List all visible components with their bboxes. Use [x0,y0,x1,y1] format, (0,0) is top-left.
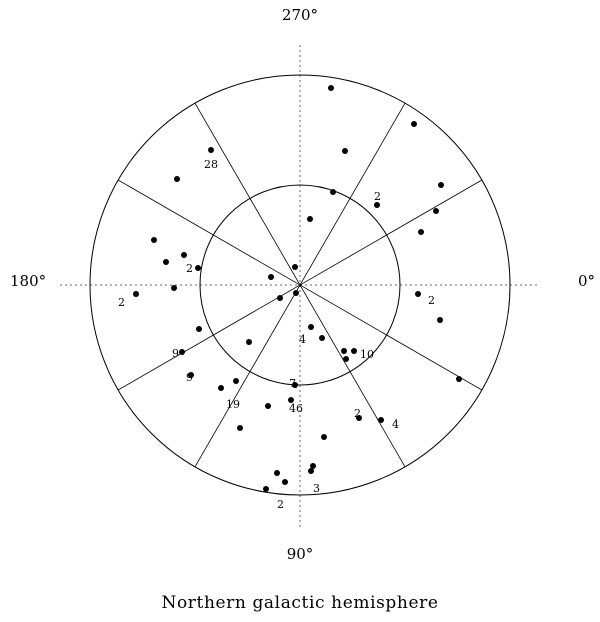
data-point [196,326,202,332]
point-count-label: 7 [289,377,296,390]
point-count-label: 4 [299,333,306,346]
data-point [292,264,298,270]
data-point [415,291,421,297]
point-count-label: 2 [186,262,193,275]
theta-label-180: 180° [10,272,47,290]
data-point [342,148,348,154]
point-count-label: 2 [118,296,125,309]
data-point [195,265,201,271]
data-point [174,176,180,182]
data-point [433,208,439,214]
data-point [237,425,243,431]
theta-label-0: 0° [578,272,596,290]
data-point [277,295,283,301]
data-point [438,182,444,188]
data-point [268,274,274,280]
data-point [411,121,417,127]
point-count-label: 2 [277,498,284,511]
point-count-label: 10 [360,348,374,361]
data-point [233,378,239,384]
figure-caption: Northern galactic hemisphere [161,593,439,613]
data-points-layer [133,85,462,492]
point-count-label: 4 [392,418,399,431]
data-point [181,252,187,258]
point-count-label: 19 [226,398,240,411]
data-point [378,417,384,423]
polar-grid [60,45,540,530]
point-count-label: 28 [204,158,218,171]
data-point [293,290,299,296]
data-point [330,189,336,195]
data-point [171,285,177,291]
point-count-label: 2 [374,190,381,203]
data-point [282,479,288,485]
data-point [321,434,327,440]
theta-label-270: 270° [281,6,319,24]
data-point [263,486,269,492]
data-point [308,324,314,330]
data-point [456,376,462,382]
data-point [343,356,349,362]
data-point [163,259,169,265]
point-count-label: 3 [313,482,320,495]
data-point [208,147,214,153]
theta-label-90: 90° [286,545,314,563]
data-point [328,85,334,91]
point-count-label: 2 [354,407,361,420]
data-point [418,229,424,235]
data-point [437,317,443,323]
point-count-label: 9 [186,371,193,384]
data-point [308,468,314,474]
data-point [351,348,357,354]
data-point [133,291,139,297]
point-count-label: 9 [172,347,179,360]
data-point [218,385,224,391]
data-point [319,335,325,341]
data-point [151,237,157,243]
data-point [307,216,313,222]
data-point [341,348,347,354]
data-point [265,403,271,409]
data-point [246,339,252,345]
point-count-label: 46 [289,402,303,415]
data-point [274,470,280,476]
point-count-label: 2 [428,294,435,307]
data-point [179,349,185,355]
